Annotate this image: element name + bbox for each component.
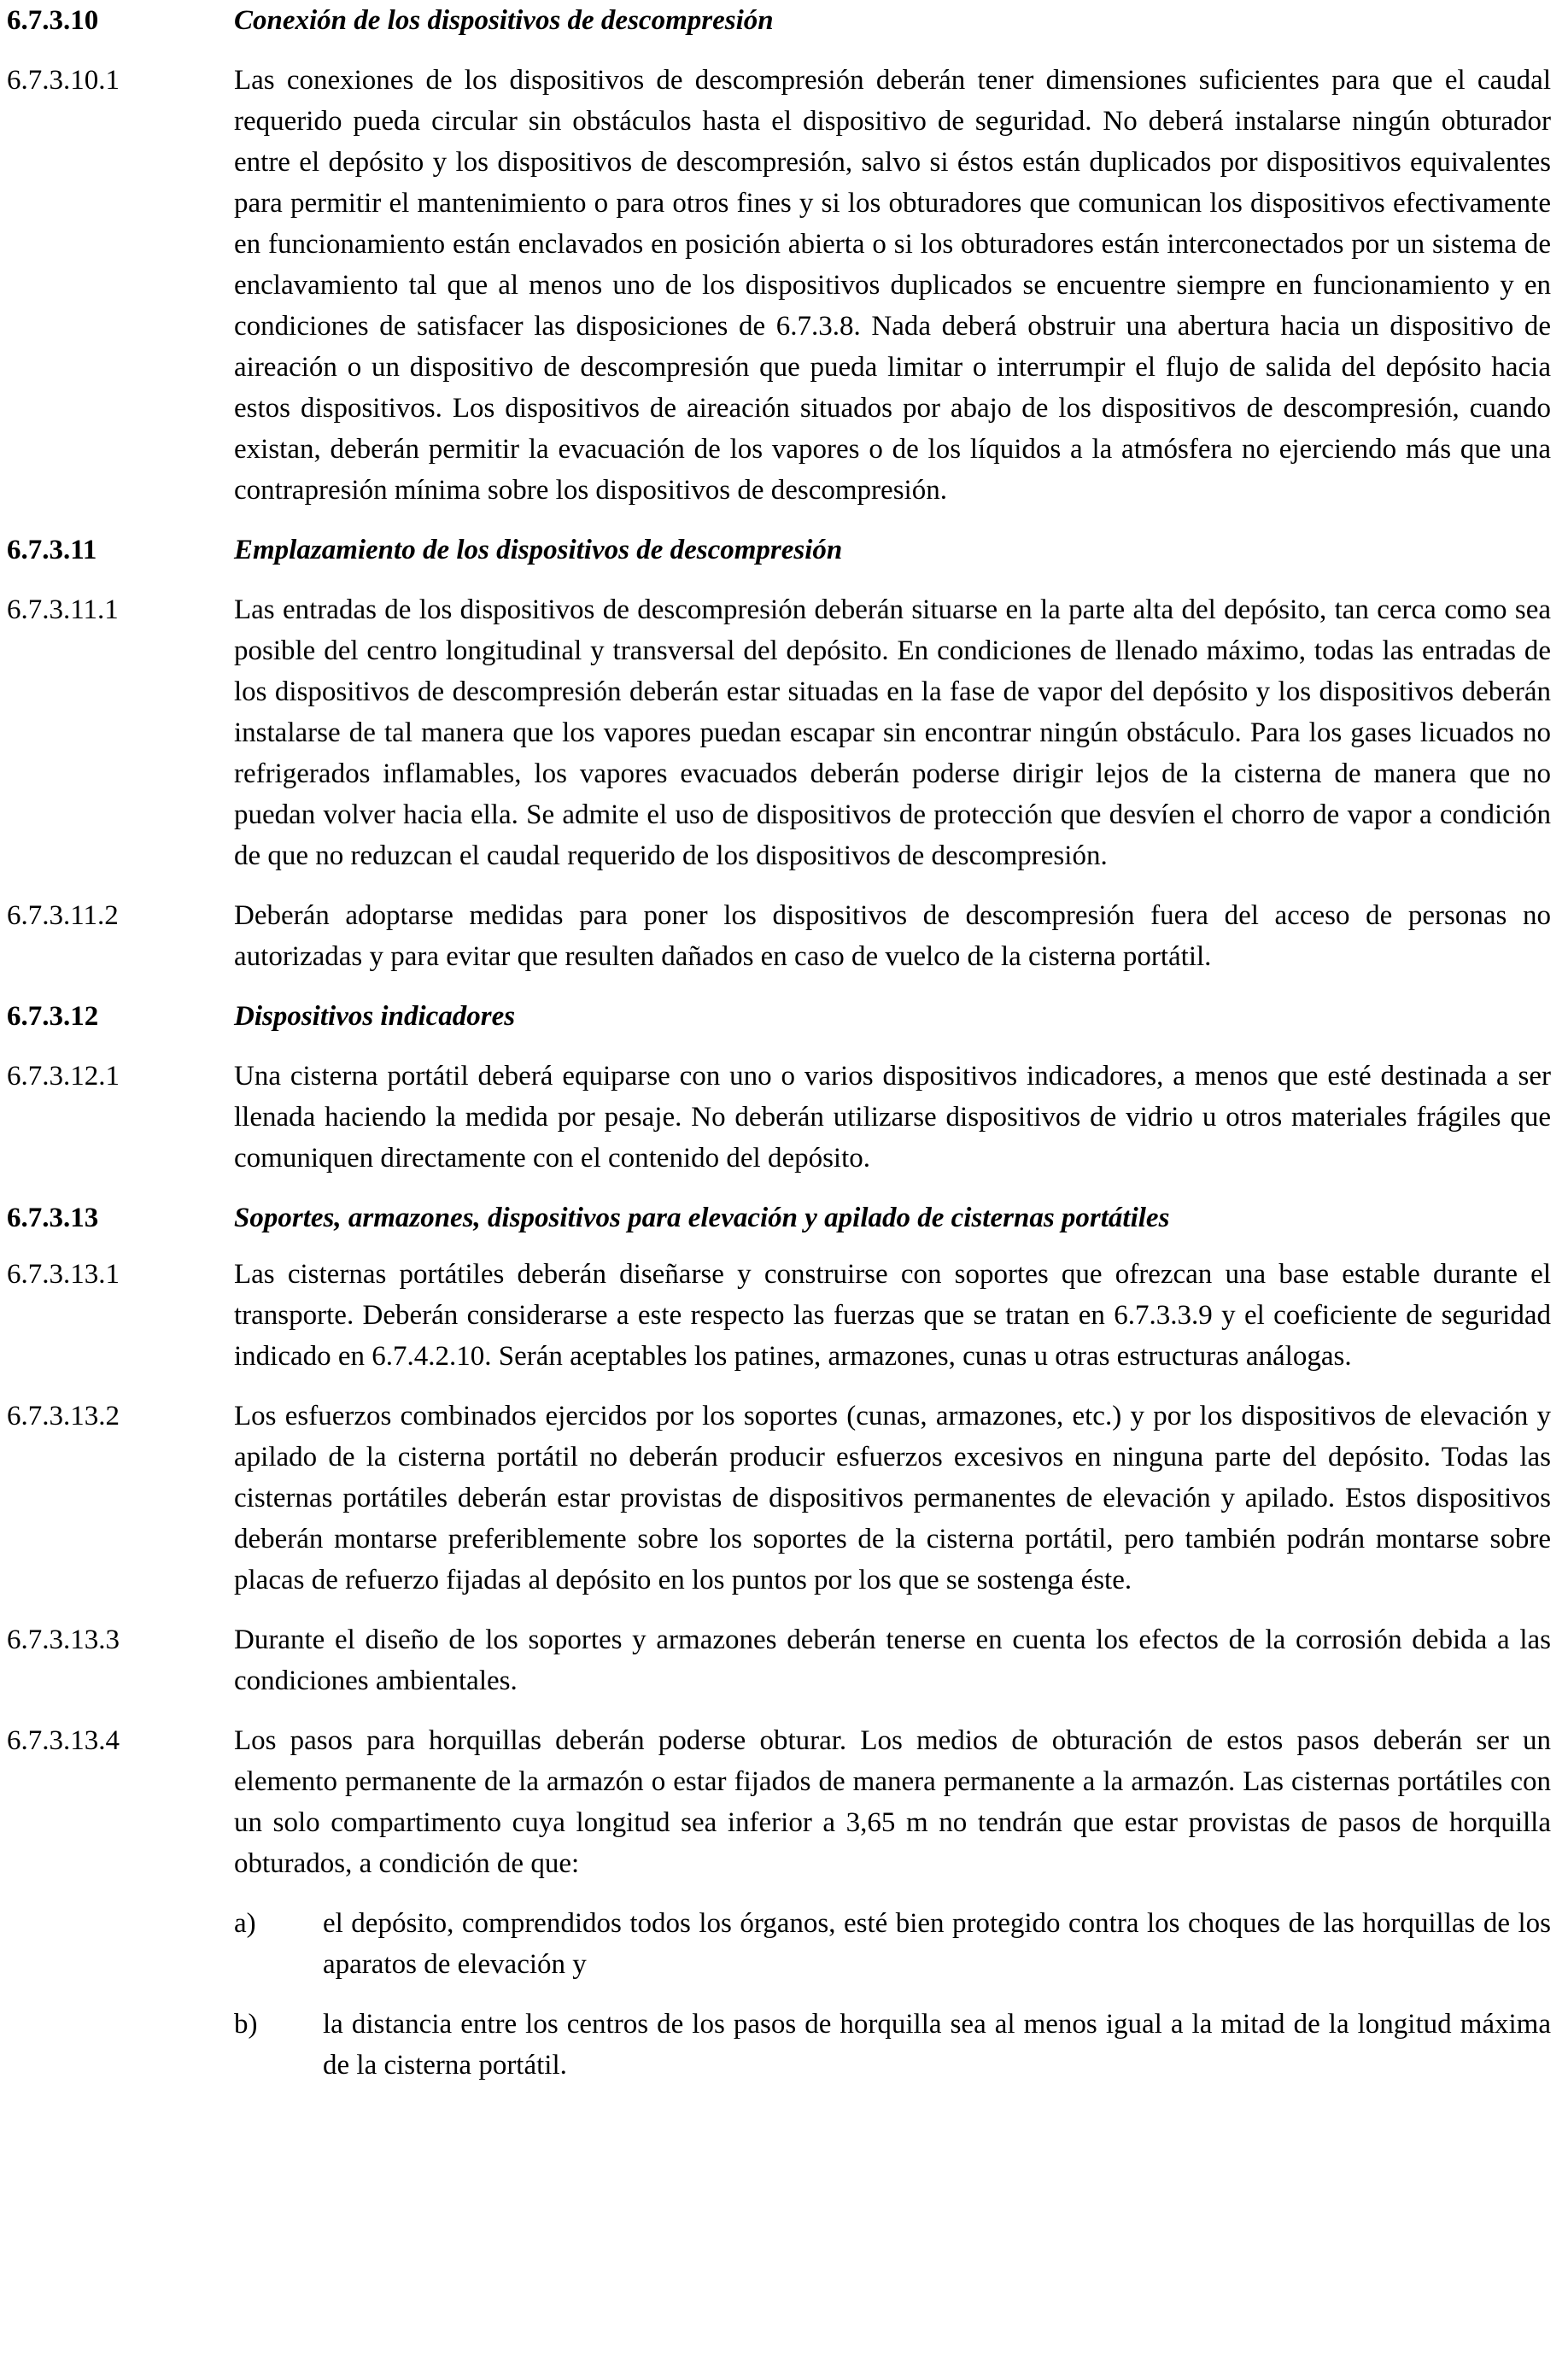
paragraph-text: Los pasos para horquillas deberán poderse obturar. Los medios de obturación de estos pasos deberán ser un elemento permanente de la armazón o estar fijados de manera permanente a la armazón. Las cisternas portátiles con un solo compartimento cuya longitud sea inferior a 3,65 m no tendrán que estar provistas de pasos de horquilla obturados, a condición de que:: [234, 1725, 1551, 1879]
paragraph-text: Los esfuerzos combinados ejercidos por los soportes (cunas, armazones, etc.) y por los dispositivos de elevación y apilado de la cisterna portátil no deberán producir esfuerzos excesivos en ninguna parte del depósito. Todas las cisternas portátiles deberán estar provistas de dispositivos permanentes de elevación y apilado. Estos dispositivos deberán montarse preferiblemente sobre los soportes de la cisterna portátil, pero también podrán montarse sobre placas de refuerzo fijadas al depósito en los puntos por los que se sostenga éste.: [234, 1401, 1551, 1595]
paragraph-body: [234, 1720, 1551, 2086]
paragraph-number: 6.7.3.11.1: [7, 594, 119, 625]
section-number: 6.7.3.10: [7, 5, 99, 36]
paragraph-number: 6.7.3.13.3: [7, 1625, 120, 1655]
section-heading: [7, 1197, 1561, 1238]
section-number: 6.7.3.12: [7, 1001, 99, 1032]
paragraph: [7, 589, 1561, 876]
section-title: Dispositivos indicadores: [234, 1001, 516, 1032]
paragraph: [7, 60, 1561, 511]
section-title: Emplazamiento de los dispositivos de descompresión: [234, 535, 843, 565]
paragraph-number: 6.7.3.13.4: [7, 1725, 120, 1756]
section-title: Conexión de los dispositivos de descompresión: [234, 5, 774, 36]
paragraph-text: Una cisterna portátil deberá equiparse con uno o varios dispositivos indicadores, a menos que esté destinada a ser llenada haciendo la medida por pesaje. No deberán utilizarse dispositivos de vidrio u otros materiales frágiles que comuniquen directamente con el contenido del depósito.: [234, 1061, 1551, 1174]
paragraph-number: 6.7.3.12.1: [7, 1061, 120, 1092]
paragraph: [7, 1720, 1561, 2086]
section-heading: [7, 0, 1561, 41]
paragraph-number: 6.7.3.11.2: [7, 900, 119, 931]
section-number: 6.7.3.13: [7, 1203, 99, 1233]
paragraph-number: 6.7.3.10.1: [7, 65, 120, 96]
paragraph-text: Las conexiones de los dispositivos de descompresión deberán tener dimensiones suficientes para que el caudal requerido pueda circular sin obstáculos hasta el dispositivo de seguridad. No deberá instalarse ningún obturador entre el depósito y los dispositivos de descompresión, salvo si éstos están duplicados por dispositivos equivalentes para permitir el mantenimiento o para otros fines y si los obturadores que comunican los dispositivos efectivamente en funcionamiento están enclavados en posición abierta o si los obturadores están interconectados por un sistema de enclavamiento tal que al menos uno de los dispositivos duplicados se encuentre siempre en funcionamiento y en condiciones de satisfacer las disposiciones de 6.7.3.8. Nada deberá obstruir una abertura hacia un dispositivo de aireación o un dispositivo de descompresión que pueda limitar o interrumpir el flujo de salida del depósito hacia estos dispositivos. Los dispositivos de aireación situados por abajo de los dispositivos de descompresión, cuando existan, deberán permitir la evacuación de los vapores o de los líquidos a la atmósfera no ejerciendo más que una contrapresión mínima sobre los dispositivos de descompresión.: [234, 65, 1551, 506]
list-item-text: la distancia entre los centros de los pasos de horquilla sea al menos igual a la mitad de la longitud máxima de la cisterna portátil.: [323, 2009, 1551, 2081]
section-number: 6.7.3.11: [7, 535, 97, 565]
paragraph: [7, 1056, 1561, 1179]
document-page: [7, 0, 1561, 2086]
paragraph-text: Las entradas de los dispositivos de descompresión deberán situarse en la parte alta del depósito, tan cerca como sea posible del centro longitudinal y transversal del depósito. En condiciones de llenado máximo, todas las entradas de los dispositivos de descompresión deberán estar situadas en la fase de vapor del depósito y los dispositivos deberán instalarse de tal manera que los vapores puedan escapar sin encontrar ningún obstáculo. Para los gases licuados no refrigerados inflamables, los vapores evacuados deberán poderse dirigir lejos de la cisterna de manera que no puedan volver hacia ella. Se admite el uso de dispositivos de protección que desvíen el chorro de vapor a condición de que no reduzcan el caudal requerido de los dispositivos de descompresión.: [234, 594, 1551, 871]
paragraph-text: Deberán adoptarse medidas para poner los dispositivos de descompresión fuera del acceso de personas no autorizadas y para evitar que resulten dañados en caso de vuelco de la cisterna portátil.: [234, 900, 1551, 972]
paragraph: [7, 895, 1561, 977]
section-title: Soportes, armazones, dispositivos para elevación y apilado de cisternas portátiles: [234, 1203, 1170, 1233]
paragraph-text: Durante el diseño de los soportes y armazones deberán tenerse en cuenta los efectos de la corrosión debida a las condiciones ambientales.: [234, 1625, 1551, 1696]
paragraph-number: 6.7.3.13.2: [7, 1401, 120, 1431]
paragraph: [7, 1619, 1561, 1701]
list-item: [234, 1903, 1551, 1985]
section-heading: [7, 996, 1561, 1037]
list-item-label: b): [234, 2009, 258, 2040]
paragraph: [7, 1396, 1561, 1601]
list-item: [234, 2004, 1551, 2086]
paragraph-text: Las cisternas portátiles deberán diseñarse y construirse con soportes que ofrezcan una base estable durante el transporte. Deberán considerarse a este respecto las fuerzas que se tratan en 6.7.3.3.9 y el coeficiente de seguridad indicado en 6.7.4.2.10. Serán aceptables los patines, armazones, cunas u otras estructuras análogas.: [234, 1259, 1551, 1372]
list-item-text: el depósito, comprendidos todos los órganos, esté bien protegido contra los choques de las horquillas de los aparatos de elevación y: [323, 1908, 1551, 1980]
paragraph: [7, 1254, 1561, 1377]
list-item-label: a): [234, 1908, 256, 1939]
paragraph-number: 6.7.3.13.1: [7, 1259, 120, 1290]
section-heading: [7, 530, 1561, 571]
